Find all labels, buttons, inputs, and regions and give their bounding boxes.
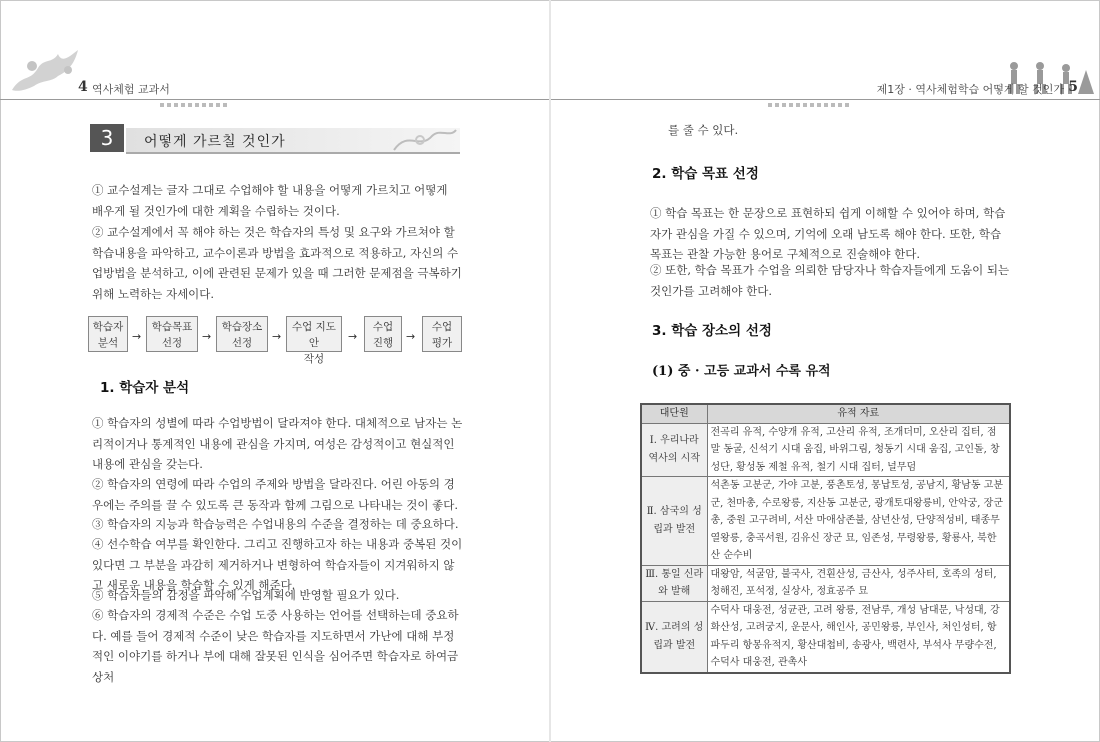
learner-item-2: ② 학습자의 연령에 따라 수업의 주제와 방법을 달라진다. 어린 아동의 경우에는 주의를 끌 수 있도록 큰 동작과 함께 그림으로 나타내는 것이 좋다. [92,477,459,512]
goal-item-2: ② 또한, 학습 목표가 수업을 의뢰한 담당자나 학습자들에게 도움이 되는 것인가를 고려해야 한다. [650,263,1010,298]
flow-step-line: 학습목표 [151,321,193,333]
left-header [0,78,549,100]
section-title: 어떻게 가르칠 것인가 [144,134,286,150]
learner-analysis-heading: 1. 학습자 분석 [100,380,190,396]
table-cell-era: Ⅱ. 삼국의 성립과 발전 [641,477,707,566]
right-header-dots [768,92,852,98]
learner-item-5: ⑤ 학습자들의 감정을 파악해 수업계획에 반영할 필요가 있다. [92,588,400,602]
flow-step-line: 수업 지도안 [292,321,336,349]
table-row [641,601,1010,673]
flow-step-line: 선정 [161,337,183,349]
learner-item-6: ⑥ 학습자의 경제적 수준은 수업 도중 사용하는 언어를 선택하는데 중요하다. 예를 들어 경제적 수준이 낮은 학습자를 지도하면서 가난에 대해 부정적인 이야기를 하거나 부에 대해 잘못된 인식을 심어주면 학습자로 하여금 상처 [92,608,459,684]
table-cell-era: Ⅰ. 우리나라 역사의 시작 [641,423,707,477]
table-row [641,477,1010,566]
flow-arrow-icon: → [132,330,142,343]
table-cell-era: Ⅲ. 통일 신라와 발해 [641,565,707,601]
intro-paragraph-2: ② 교수설계에서 꼭 해야 하는 것은 학습자의 특성 및 요구와 가르쳐야 할 학습내용을 파악하고, 교수이론과 방법을 효과적으로 적용하고, 자신의 수업방법을 분석하고, 이에 관련된 문제가 있을 때 그러한 문제점을 극복하기 위해 노력하는 자세이다. [92,225,462,301]
flow-step-evaluation [422,316,462,352]
flow-arrow-icon: → [202,330,212,343]
flow-step-lesson-plan [286,316,342,365]
flow-step-line: 수업 [372,321,394,333]
section-number: 3 [90,124,124,152]
flow-step-line: 작성 [303,353,325,365]
table-cell-era: Ⅳ. 고려의 성립과 발전 [641,601,707,673]
left-header-title: 역사체험 교과서 [92,83,170,96]
place-heading: 3. 학습 장소의 선정 [652,323,772,339]
table-cell-sites: 전곡리 유적, 수양개 유적, 고산리 유적, 조개더미, 오산리 집터, 점말 동굴, 신석기 시대 움집, 바위그림, 청동기 시대 움집, 고인돌, 창성단, 황성동 제철 유적, 철기 시대 집터, 널무덤 [707,423,1010,477]
heritage-sites-table [640,403,1011,674]
right-page-number: 5 [1068,79,1078,95]
table-cell-sites: 대왕암, 석굴암, 불국사, 견훤산성, 금산사, 성주사터, 호족의 성터, 청해진, 포석정, 실상사, 정효공주 묘 [707,565,1010,601]
learner-item-4: ④ 선수학습 여부를 확인한다. 그리고 진행하고자 하는 내용과 중복된 것이 있다면 그 부분을 과감히 제거하거나 변형하여 학습자들이 지겨워하지 않고 새로운 내용을 학습할 수 있게 해준다. [92,537,463,592]
flow-step-line: 진행 [372,337,394,349]
table-row [641,565,1010,601]
intro-paragraph-1: ① 교수설계는 글자 그대로 수업해야 할 내용을 어떻게 가르치고 어떻게 배우게 될 것인가에 대한 계획을 수립하는 것이다. [92,183,448,218]
flow-step-line: 선정 [231,337,253,349]
learner-item-1: ① 학습자의 성별에 따라 수업방법이 달라져야 한다. 대체적으로 남자는 논리적이거나 통계적인 내용에 관심을 가지며, 여성은 감성적이고 현실적인 내용에 관심을 갖는다. [92,416,463,471]
table-row [641,423,1010,477]
learner-item-3: ③ 학습자의 지능과 학습능력은 수업내용의 수준을 결정하는 데 중요하다. [92,517,459,531]
flow-step-line: 학습자 [92,321,124,333]
goal-item-1: ① 학습 목표는 한 문장으로 표현하되 쉽게 이해할 수 있어야 하며, 학습자가 관심을 가질 수 있으며, 기억에 오래 남도록 해야 한다. 또한, 학습 목표는 관찰 가능한 용어로 구체적으로 진술해야 한다. [650,206,1006,261]
flow-step-line: 평가 [431,337,453,349]
section-banner [90,124,462,156]
flow-step-place [216,316,268,352]
banner-flourish-icon [390,126,460,154]
flow-step-line: 분석 [97,337,119,349]
flow-step-learner-analysis [88,316,128,352]
table-header-row [641,404,1010,423]
left-page-number: 4 [78,79,88,95]
flow-step-goal [146,316,198,352]
flow-step-line: 수업 [431,321,453,333]
flow-step-line: 학습장소 [221,321,263,333]
table-cell-sites: 석촌동 고분군, 가야 고분, 풍촌토성, 몽납토성, 공남지, 황남동 고분군, 천마총, 수로왕릉, 지산동 고분군, 광개토대왕릉비, 안악궁, 장군총, 중원 고구려비, 서산 마애삼존불, 삼년산성, 단양적성비, 태종무열왕릉, 충곡서원, 김유신 장군 묘, 임존성, 무령왕릉, 황룡사, 북한산 순수비 [707,477,1010,566]
left-header-dots [160,92,230,98]
flow-arrow-icon: → [348,330,358,343]
sites-subheading: (1) 중 · 고등 교과서 수록 유적 [652,364,831,379]
flow-arrow-icon: → [272,330,282,343]
goal-heading: 2. 학습 목표 선정 [652,166,759,182]
flow-arrow-icon: → [406,330,416,343]
book-spine [549,0,551,742]
table-cell-sites: 수덕사 대웅전, 성균관, 고려 왕릉, 전남루, 개성 남대문, 낙성대, 강화산성, 고려궁지, 운문사, 해인사, 공민왕릉, 부인사, 처인성터, 항파두리 항몽유적지, 황산대첩비, 송광사, 백련사, 부석사 무량수전, 수덕사 대웅전, 관촉사 [707,601,1010,673]
flow-step-progress [364,316,402,352]
table-header-era: 대단원 [641,404,707,423]
table-header-sites: 유적 자료 [707,404,1010,423]
right-header-title: 제1장 · 역사체험학습 어떻게 할 것인가 [876,83,1064,96]
continuation-text: 를 줄 수 있다. [668,123,739,137]
